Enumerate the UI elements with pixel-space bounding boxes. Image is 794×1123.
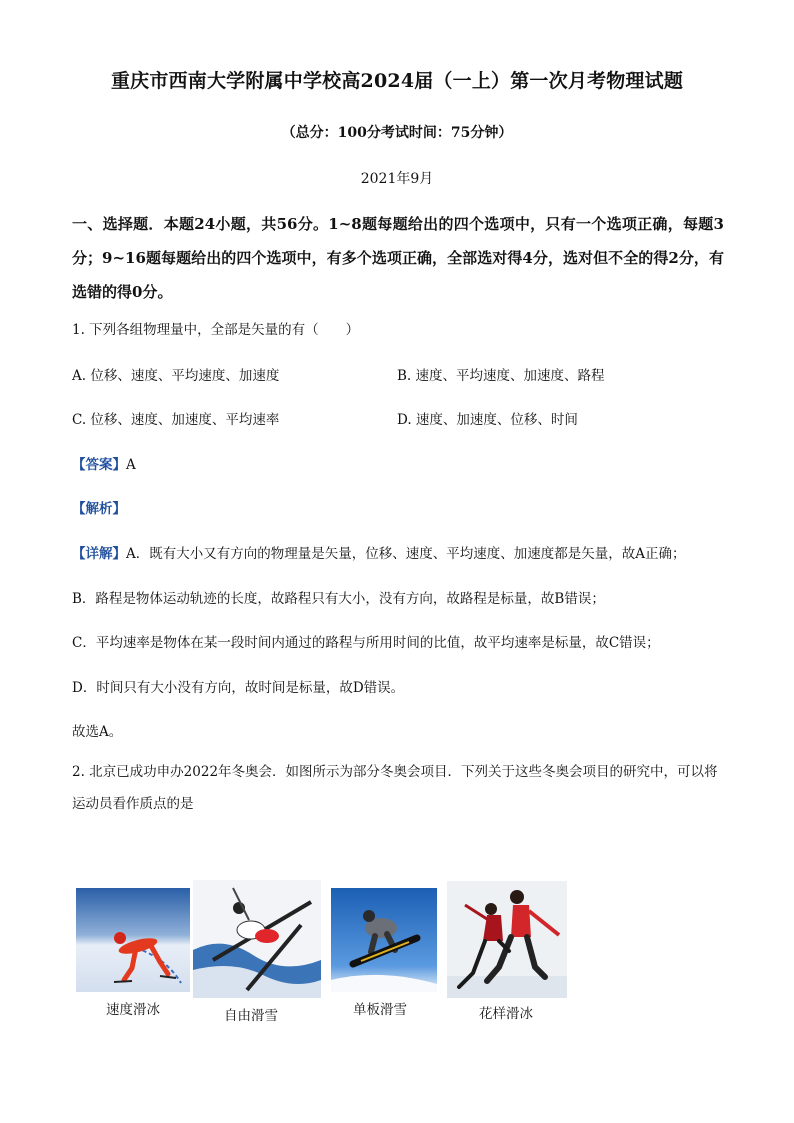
- caption-freestyle-skiing: 自由滑雪: [224, 1008, 278, 1024]
- question-1-option-a: A. 位移、速度、平均速度、加速度: [72, 368, 280, 384]
- question-2-stem: 2. 北京已成功申办2022年冬奥会．如图所示为部分冬奥会项目．下列关于这些冬奥会项目的研究中，可以将运动员看作质点的是: [72, 764, 718, 812]
- figure-skating-image: [447, 881, 567, 998]
- analysis-tag: 【解析】: [72, 501, 126, 517]
- caption-snowboarding: 单板滑雪: [353, 1002, 407, 1018]
- speed-skating-image: [76, 888, 190, 992]
- page-title: 重庆市西南大学附属中学校高2024届（一上）第一次月考物理试题: [110, 70, 684, 92]
- section-heading: 一、选择题．本题24小题，共56分。1~8题每题给出的四个选项中，只有一个选项正确，每题3分；9~16题每题给出的四个选项中，有多个选项正确，全部选对得4分，选对但不全的得2分，有选错的得0分。: [72, 215, 724, 301]
- question-1-option-d: D. 速度、加速度、位移、时间: [397, 412, 578, 428]
- detail-line-2: B．路程是物体运动轨迹的长度，故路程只有大小，没有方向，故路程是标量，故B错误；: [72, 591, 605, 607]
- detail-text-a: A．既有大小又有方向的物理量是矢量，位移、速度、平均速度、加速度都是矢量，故A正确；: [126, 546, 686, 562]
- exam-date: 2021年9月: [360, 171, 434, 187]
- detail-line-3: C．平均速率是物体在某一段时间内通过的路程与所用时间的比值，故平均速率是标量，故C错误；: [72, 635, 660, 651]
- caption-speed-skating: 速度滑冰: [106, 1002, 160, 1018]
- question-1-option-b: B. 速度、平均速度、加速度、路程: [397, 368, 605, 384]
- exam-info: （总分：100分考试时间：75分钟）: [281, 125, 513, 141]
- detail-tag: 【详解】: [72, 546, 126, 562]
- detail-line-1: [72, 542, 732, 562]
- freestyle-skiing-image: [193, 880, 321, 998]
- analysis-line: [72, 497, 732, 517]
- answer-tag: 【答案】: [72, 457, 126, 473]
- snowboarding-image: [331, 888, 437, 992]
- detail-line-4: D．时间只有大小没有方向，故时间是标量，故D错误。: [72, 680, 405, 696]
- answer-value: A: [126, 457, 136, 473]
- conclusion-line: 故选A。: [72, 724, 123, 740]
- question-1-stem: 1. 下列各组物理量中，全部是矢量的有（ ）: [72, 322, 360, 338]
- caption-figure-skating: 花样滑冰: [479, 1006, 533, 1022]
- question-1-option-c: C. 位移、速度、加速度、平均速率: [72, 412, 280, 428]
- answer-line: [72, 453, 732, 473]
